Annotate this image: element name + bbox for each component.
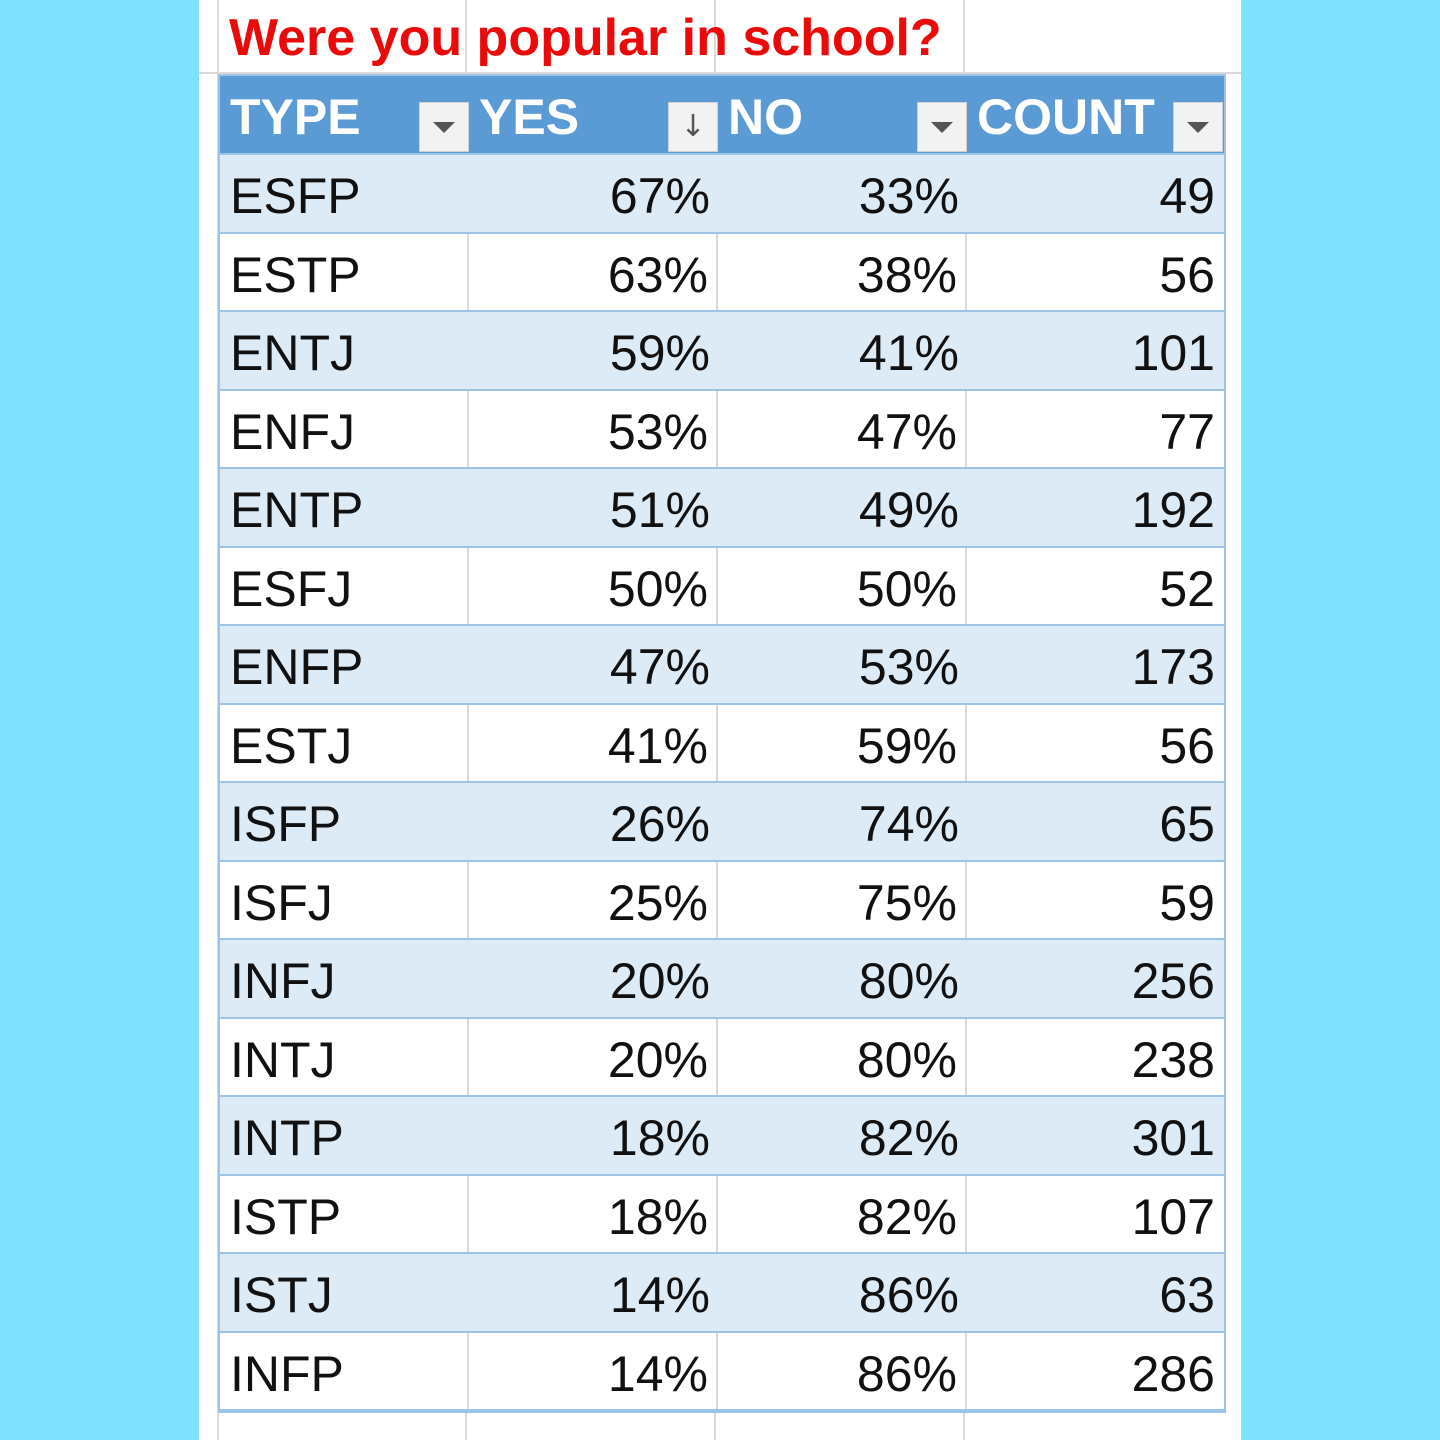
filter-dropdown-icon [433,122,455,133]
cell-yes[interactable]: 20% [609,953,710,1010]
table-row [220,940,1224,1019]
cell-count[interactable]: 77 [1159,403,1215,460]
table-row [220,155,1224,234]
filter-dropdown-button[interactable] [419,102,469,152]
table-row [220,862,1224,941]
cell-count[interactable]: 49 [1159,168,1215,225]
cell-type[interactable]: ENFJ [220,391,469,468]
cell-yes[interactable]: 14% [469,1333,718,1410]
table-row [220,1176,1224,1255]
cell-no[interactable]: 33% [858,168,959,225]
cell-yes[interactable]: 41% [469,705,718,782]
cell-type[interactable]: ESTP [220,234,469,311]
table-row [220,783,1224,862]
cell-type[interactable]: INFJ [230,953,336,1010]
cell-type[interactable]: ISFJ [220,862,469,939]
table-row [220,1254,1224,1333]
cell-yes[interactable]: 14% [609,1267,710,1324]
cell-yes[interactable]: 51% [609,482,710,539]
cell-type[interactable]: ESTJ [220,705,469,782]
table-header-row [220,76,1224,155]
cell-count[interactable]: 256 [1131,953,1215,1010]
cell-type[interactable]: ISFP [230,796,342,853]
cell-no[interactable]: 80% [858,953,959,1010]
cell-yes[interactable]: 50% [469,548,718,625]
cell-no[interactable]: 75% [718,862,967,939]
cell-count[interactable]: 63 [1159,1267,1215,1324]
cell-count[interactable]: 286 [1131,1345,1215,1402]
cell-no[interactable]: 59% [718,705,967,782]
cell-type[interactable]: ENTJ [230,325,355,382]
sort-filter-button[interactable] [668,102,718,152]
cell-yes[interactable]: 67% [609,168,710,225]
cell-no[interactable]: 82% [718,1176,967,1253]
table-row [220,1333,1224,1412]
cell-count[interactable]: 192 [1131,482,1215,539]
cell-no[interactable]: 53% [858,639,959,696]
table-row [220,705,1224,784]
cell-no[interactable]: 47% [718,391,967,468]
column-header-label: YES [479,89,580,145]
cell-type[interactable]: ENTP [230,482,364,539]
cell-count[interactable]: 56 [1159,717,1215,774]
cell-yes[interactable]: 25% [469,862,718,939]
title-row [199,0,1241,74]
cell-no[interactable]: 49% [858,482,959,539]
gridline [963,0,965,74]
cell-type[interactable]: ESFP [230,168,361,225]
cell-yes[interactable]: 47% [609,639,710,696]
column-header-label: COUNT [977,89,1155,145]
cell-yes[interactable]: 20% [469,1019,718,1096]
cell-count[interactable]: 56 [1159,246,1215,303]
cell-yes[interactable]: 59% [609,325,710,382]
table-row [220,234,1224,313]
cell-no[interactable]: 38% [718,234,967,311]
cell-no[interactable]: 80% [718,1019,967,1096]
cell-no[interactable]: 86% [718,1333,967,1410]
filter-dropdown-button[interactable] [1173,102,1223,152]
column-header-label: NO [728,89,803,145]
cell-type[interactable]: INFP [220,1333,469,1410]
cell-type[interactable]: ESFJ [220,548,469,625]
cell-yes[interactable]: 18% [469,1176,718,1253]
cell-type[interactable]: INTJ [220,1019,469,1096]
cell-type[interactable]: ISTP [220,1176,469,1253]
cell-no[interactable]: 86% [858,1267,959,1324]
cell-count[interactable]: 65 [1159,796,1215,853]
cell-count[interactable]: 101 [1131,325,1215,382]
filter-dropdown-icon [931,122,953,133]
cell-type[interactable]: ISTJ [230,1267,333,1324]
cell-no[interactable]: 74% [858,796,959,853]
cell-count[interactable]: 52 [1159,560,1215,617]
table-row [220,312,1224,391]
cell-type[interactable]: ENFP [230,639,364,696]
cell-count[interactable]: 173 [1131,639,1215,696]
table-row [220,626,1224,705]
spreadsheet-sheet [199,0,1241,1440]
table-row [220,391,1224,470]
column-header-type[interactable] [220,76,469,153]
sheet-title[interactable]: Were you popular in school? [229,9,942,67]
column-header-label: TYPE [230,89,361,145]
cell-count[interactable]: 301 [1131,1110,1215,1167]
cell-yes[interactable]: 53% [469,391,718,468]
column-header-count[interactable] [967,76,1223,153]
cell-type[interactable]: INTP [230,1110,344,1167]
table-row [220,1097,1224,1176]
table-row [220,548,1224,627]
sort-descending-icon: ↓ [680,109,706,144]
cell-count[interactable]: 238 [1131,1031,1215,1088]
column-header-no[interactable] [718,76,967,153]
table-row [220,1019,1224,1098]
cell-yes[interactable]: 63% [469,234,718,311]
cell-no[interactable]: 50% [718,548,967,625]
cell-yes[interactable]: 18% [609,1110,710,1167]
filter-dropdown-icon [1187,122,1209,133]
column-header-yes[interactable] [469,76,718,153]
cell-no[interactable]: 82% [858,1110,959,1167]
cell-count[interactable]: 59 [1159,874,1215,931]
filter-dropdown-button[interactable] [917,102,967,152]
table-body [220,155,1224,1411]
cell-no[interactable]: 41% [858,325,959,382]
table-row [220,469,1224,548]
data-table [218,74,1226,1413]
cell-yes[interactable]: 26% [609,796,710,853]
cell-count[interactable]: 107 [1131,1188,1215,1245]
